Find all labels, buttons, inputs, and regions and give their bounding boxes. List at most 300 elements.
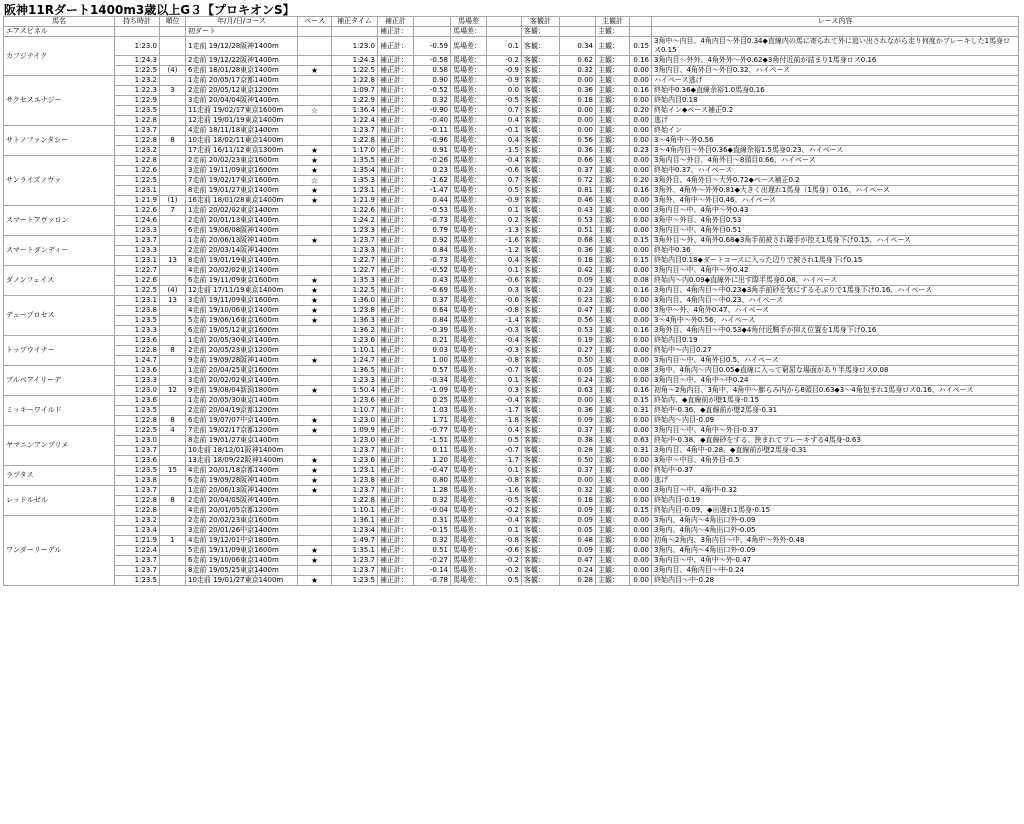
subjective-label: 主観： [596,576,630,586]
adjusted-value: 0.21 [414,336,451,346]
pace-mark: ★ [298,186,332,196]
adjusted-time-cell: 1:50.4 [332,386,378,396]
date-course-cell [186,37,298,56]
adjusted-label: 補正計： [378,426,414,436]
subjective-label: 主観： [596,536,630,546]
subjective-value: 0.31 [630,406,652,416]
header-horse: 馬名 [4,17,115,27]
adjusted-value: -0.69 [414,286,451,296]
adjusted-value: 0.51 [414,546,451,556]
race-date-course: 19/01/19東京1400m [208,256,279,264]
adjusted-label: 補正計： [378,336,414,346]
race-number: 4走前 [188,266,207,274]
subjective-label: 主観： [596,526,630,536]
pace-mark [298,216,332,226]
subjective-value: 0.00 [630,266,652,276]
adjusted-value: -0.27 [414,556,451,566]
track-label: 馬場差： [451,416,487,426]
time-cell: 1:23.4 [115,526,160,536]
table-row [4,37,1019,56]
subjective-value: 0.00 [630,166,652,176]
objective-value: 0.27 [560,346,596,356]
date-course-cell [186,576,298,586]
rank-cell: 8 [160,496,186,506]
adjusted-time-cell: 1:23.3 [332,226,378,236]
track-value: -0.9 [487,66,522,76]
subjective-label: 主観： [596,76,630,86]
track-label: 馬場差： [451,466,487,476]
track-value: 0.2 [487,216,522,226]
table-row [4,396,1019,406]
rank-cell: 1 [160,536,186,546]
table-row [4,176,1019,186]
adjusted-value: -0.14 [414,566,451,576]
race-number: 6走前 [188,66,207,74]
objective-label: 客観： [522,416,560,426]
subjective-label: 主観： [596,276,630,286]
rank-cell [160,276,186,286]
horse-name: デュープロセス [4,296,115,336]
objective-label: 客観： [522,346,560,356]
race-note: 終始内目0.18◆ダートコースに入った辺りで被され1馬身下げ0.15 [652,256,1019,266]
adjusted-value: -0.90 [414,106,451,116]
adjusted-value: 1.03 [414,406,451,416]
track-value: -0.5 [487,96,522,106]
time-cell: 1:21.9 [115,536,160,546]
objective-value: 0.00 [560,476,596,486]
adjusted-label: 補正計： [378,536,414,546]
rank-cell [160,56,186,66]
track-value: -1.4 [487,316,522,326]
subjective-label: 主観： [596,37,630,56]
table-row [4,576,1019,586]
objective-label: 客観： [522,186,560,196]
race-date-course: 19/09/28阪神1400m [208,476,279,484]
track-value: -1.6 [487,486,522,496]
table-row [4,376,1019,386]
pace-mark [298,96,332,106]
rank-cell: 8 [160,346,186,356]
adjusted-time-cell: 1:23.5 [332,576,378,586]
header-pace: ペース [298,17,332,27]
table-row [4,196,1019,206]
adjusted-value: 0.92 [414,236,451,246]
adjusted-label: 補正計： [378,126,414,136]
table-row [4,276,1019,286]
adjusted-label: 補正計： [378,496,414,506]
subjective-label: 主観： [596,426,630,436]
rank-cell [160,146,186,156]
race-date-course: 20/01/05京都1200m [208,506,279,514]
race-number: 4走前 [188,306,207,314]
race-number: 1走前 [188,41,207,50]
subjective-label: 主観： [596,336,630,346]
track-label: 馬場差： [451,476,487,486]
adjusted-label: 補正計： [378,206,414,216]
adjusted-label: 補正計： [378,86,414,96]
track-value: 0.3 [487,286,522,296]
race-number: 2走前 [188,496,207,504]
adjusted-time-cell: 1:23.3 [332,376,378,386]
objective-value: 0.09 [560,416,596,426]
race-number: 8走前 [188,256,207,264]
subjective-label: 主観： [596,386,630,396]
objective-value: 0.53 [560,326,596,336]
race-note: 初角～2角内目、3角中、4角中～膨らみ内から8頭目0.63◆3～4角包まれ1馬身ロス0.16、ハイペース [652,386,1019,396]
table-row [4,516,1019,526]
race-date-course: 20/05/30東京1400m [208,336,279,344]
adjusted-label: 補正計： [378,556,414,566]
adjusted-time-cell: 1:23.7 [332,126,378,136]
track-value: -0.8 [487,306,522,316]
race-date-course: 20/02/02東京1400m [208,206,279,214]
race-number: 6走前 [188,326,207,334]
objective-value: 0.00 [560,126,596,136]
race-number: 1走前 [188,366,207,374]
adjusted-label: 補正計： [378,446,414,456]
track-value: -0.8 [487,356,522,366]
objective-value: 0.36 [560,406,596,416]
track-label: 馬場差： [451,536,487,546]
adjusted-time-cell: 1:23.7 [332,566,378,576]
subjective-value: 0.00 [630,476,652,486]
track-value: -0.4 [487,396,522,406]
race-date-course: 19/01/27東京1400m [213,576,284,584]
race-date-course: 19/02/17東京1600m [208,176,279,184]
track-label: 馬場差： [451,276,487,286]
track-label: 馬場差： [451,106,487,116]
adjusted-value: 0.79 [414,226,451,236]
adjusted-label: 補正計： [378,436,414,446]
table-row [4,186,1019,196]
race-date-course: 19/01/27東京1400m [208,436,279,444]
race-note: 3角内目～外目、4角外目～8頭目0.66、ハイペース [652,156,1019,166]
race-note: 3角外、4角外～外外0.81◆大きく出遅れ1馬身（1馬身）0.16、ハイペース [652,186,1019,196]
subjective-label: 主観： [596,466,630,476]
track-value: 0.7 [487,176,522,186]
table-row [4,386,1019,396]
pace-mark [298,436,332,446]
time-cell: 1:22.5 [115,66,160,76]
pace-mark: ☆ [298,176,332,186]
subjective-label: 主観： [596,296,630,306]
adjusted-time-cell: 1:22.8 [332,136,378,146]
table-row [4,496,1019,506]
pace-mark [298,226,332,236]
objective-label: 客観： [522,176,560,186]
race-number: 13走前 [188,456,211,464]
table-row [4,306,1019,316]
subjective-value: 0.16 [630,386,652,396]
objective-value [560,27,596,37]
track-value: 0.1 [487,37,522,56]
objective-value: 0.36 [560,246,596,256]
pace-mark: ★ [298,546,332,556]
adjusted-label: 補正計： [378,376,414,386]
race-date-course: 18/09/22阪神1400m [213,456,284,464]
adjusted-time-cell: 1:22.6 [332,206,378,216]
subjective-label: 主観： [596,196,630,206]
date-course-cell [186,506,298,516]
subjective-value: 0.00 [630,536,652,546]
race-date-course: 19/01/19東京1400m [213,116,284,124]
subjective-label: 主観： [596,516,630,526]
objective-label: 客観： [522,296,560,306]
race-number: 4走前 [188,466,207,474]
table-row [4,366,1019,376]
track-value: 0.1 [487,526,522,536]
table-row [4,566,1019,576]
table-row [4,106,1019,116]
date-course-cell [186,86,298,96]
objective-value: 0.43 [560,206,596,216]
date-course-cell [186,76,298,86]
rank-cell [160,436,186,446]
pace-mark [298,506,332,516]
objective-label: 客観： [522,566,560,576]
adjusted-value: -0.39 [414,326,451,336]
subjective-value: 0.15 [630,236,652,246]
objective-value: 0.62 [560,56,596,66]
objective-label: 客観： [522,316,560,326]
subjective-value: 0.23 [630,146,652,156]
subjective-label: 主観： [596,66,630,76]
objective-label: 客観： [522,146,560,156]
race-date-course: 18/01/28東京1400m [208,66,279,74]
race-note: 3角内目～中、4角中～外目-0.37 [652,426,1019,436]
table-row [4,316,1019,326]
race-number: 17走前 [188,146,211,154]
race-note: 終始内目-0.19 [652,496,1019,506]
race-number: 3走前 [188,166,207,174]
adjusted-label: 補正計： [378,576,414,586]
track-value: -0.6 [487,166,522,176]
track-value: 0.1 [487,466,522,476]
table-row [4,236,1019,246]
objective-value: 0.05 [560,526,596,536]
header-row [4,17,1019,27]
subjective-value: 0.00 [630,96,652,106]
objective-value: 0.50 [560,356,596,366]
subjective-value: 0.20 [630,176,652,186]
rank-cell [160,486,186,496]
subjective-label: 主観： [596,346,630,356]
table-row [4,536,1019,546]
race-note: 3角内目、4角内目～中0.23◆3角手前砂を気にするそぶりで1馬身下げ0.16、ハイペース [652,286,1019,296]
race-note: 3角外目、4角内目～中0.53◆4角付近騎手が抑え位置を1馬身下げ0.16 [652,326,1019,336]
pace-mark [298,37,332,56]
adjusted-time-cell: 1:36.5 [332,366,378,376]
subjective-label: 主観： [596,186,630,196]
race-note: 終始中0.36◆直線余裕1.0馬身0.16 [652,86,1019,96]
pace-mark: ★ [298,416,332,426]
adjusted-time-cell: 1:23.7 [332,446,378,456]
adjusted-value: 0.58 [414,66,451,76]
track-value: -0.2 [487,56,522,66]
adjusted-time-cell [332,27,378,37]
table-row [4,506,1019,516]
objective-label: 客観： [522,466,560,476]
subjective-label: 主観： [596,506,630,516]
objective-value: 0.56 [560,316,596,326]
table-row [4,346,1019,356]
adjusted-label: 補正計： [378,466,414,476]
track-label: 馬場差： [451,296,487,306]
objective-label: 客観： [522,476,560,486]
time-cell: 1:23.3 [115,246,160,256]
objective-label: 客観： [522,546,560,556]
adjusted-time-cell: 1:09.7 [332,86,378,96]
race-date-course: 20/06/13阪神1400m [208,236,279,244]
adjusted-time-cell: 1:36.0 [332,296,378,306]
adjusted-time-cell: 1:36.4 [332,106,378,116]
race-date-course: 17/11/19東京1400m [213,286,284,294]
rank-cell [160,336,186,346]
race-note: 終始内～内目-0.09 [652,416,1019,426]
adjusted-time-cell: 1:09.9 [332,426,378,436]
race-note: 3～4角内目～外目0.36◆直線余裕1.5馬身0.23、ハイペース [652,146,1019,156]
track-value: -1.2 [487,246,522,256]
adjusted-time-cell: 1:23.8 [332,306,378,316]
race-number: 7走前 [188,176,207,184]
date-course-cell [186,516,298,526]
adjusted-label: 補正計： [378,386,414,396]
adjusted-label: 補正計： [378,516,414,526]
table-row [4,456,1019,466]
subjective-value: 0.16 [630,326,652,336]
race-number: 4走前 [188,536,207,544]
track-label: 馬場差： [451,506,487,516]
race-date-course: 19/06/08阪神1400m [208,226,279,234]
track-label: 馬場差： [451,386,487,396]
objective-value: 0.00 [560,106,596,116]
subjective-value: 0.00 [630,116,652,126]
adjusted-label: 補正計： [378,506,414,516]
table-row [4,56,1019,66]
track-value: -0.9 [487,76,522,86]
table-row [4,216,1019,226]
adjusted-label: 補正計： [378,326,414,336]
adjusted-label: 補正計： [378,356,414,366]
track-label: 馬場差： [451,326,487,336]
objective-label: 客観： [522,406,560,416]
race-date-course: 19/10/06東京1400m [208,306,279,314]
date-course-cell [186,296,298,306]
header-date-course: 年/月/日/コース [186,17,298,27]
date-course-cell [186,366,298,376]
time-cell: 1:22.4 [115,546,160,556]
objective-label: 客観： [522,136,560,146]
adjusted-value: 1.20 [414,456,451,466]
rank-cell: 13 [160,296,186,306]
time-cell: 1:23.6 [115,336,160,346]
track-label: 馬場差： [451,86,487,96]
rank-cell [160,37,186,56]
horse-name: ダノンフェイス [4,266,115,296]
time-cell: 1:23.0 [115,386,160,396]
time-cell: 1:22.8 [115,116,160,126]
date-course-cell [186,166,298,176]
track-value: 0.0 [487,86,522,96]
date-course-cell [186,336,298,346]
race-note: 終始中-0.38、◆直線砂をする、挟まれてブレーキする4馬身-0.63 [652,436,1019,446]
race-number: 4走前 [188,126,207,134]
rank-cell [160,266,186,276]
adjusted-time-cell: 1:10.7 [332,406,378,416]
track-label: 馬場差： [451,526,487,536]
subjective-value: 0.00 [630,496,652,506]
track-value: 0.1 [487,206,522,216]
pace-mark: ★ [298,476,332,486]
race-date-course: 18/02/11東京1400m [213,136,284,144]
objective-label: 客観： [522,486,560,496]
objective-label: 客観： [522,376,560,386]
adjusted-time-cell: 1:23.0 [332,436,378,446]
track-value: -0.4 [487,156,522,166]
track-value: -0.4 [487,336,522,346]
race-date-course: 19/02/17京都1200m [208,426,279,434]
objective-value: 0.53 [560,216,596,226]
race-date-course: 19/11/09東京1600m [208,276,279,284]
subjective-label: 主観： [596,56,630,66]
adjusted-label: 補正計： [378,136,414,146]
track-label: 馬場差： [451,126,487,136]
adjusted-time-cell: 1:22.7 [332,256,378,266]
race-number: 5走前 [188,546,207,554]
pace-mark [298,376,332,386]
race-date-course: 20/05/12東京1200m [208,86,279,94]
time-cell: 1:23.7 [115,556,160,566]
race-number: 2走前 [188,56,207,64]
adjusted-time-cell: 1:23.7 [332,236,378,246]
adjusted-value: -0.53 [414,206,451,216]
adjusted-value: -0.40 [414,116,451,126]
adjusted-label: 補正計： [378,396,414,406]
subjective-value: 0.00 [630,486,652,496]
adjusted-value: 0.32 [414,496,451,506]
time-cell: 1:22.6 [115,276,160,286]
objective-value: 0.72 [560,176,596,186]
pace-mark [298,396,332,406]
track-value: -0.9 [487,196,522,206]
date-course-cell [186,66,298,76]
objective-label: 客観： [522,456,560,466]
adjusted-value: 0.31 [414,516,451,526]
track-value: -0.4 [487,516,522,526]
objective-label: 客観： [522,306,560,316]
time-cell: 1:23.2 [115,76,160,86]
track-label: 馬場差： [451,196,487,206]
adjusted-value: 0.44 [414,196,451,206]
rank-cell [160,556,186,566]
objective-value: 0.18 [560,96,596,106]
time-cell: 1:23.2 [115,516,160,526]
race-number: 1走前 [188,76,207,84]
adjusted-label: 補正計： [378,306,414,316]
objective-value: 0.36 [560,146,596,156]
adjusted-time-cell: 1:36.3 [332,316,378,326]
rank-cell [160,176,186,186]
adjusted-label: 補正計： [378,27,414,37]
race-number: 7走前 [188,426,207,434]
subjective-value: 0.00 [630,126,652,136]
objective-value: 0.23 [560,286,596,296]
table-row [4,96,1019,106]
objective-label: 客観： [522,396,560,406]
subjective-label: 主観： [596,126,630,136]
horse-name: ミッキーワイルド [4,396,115,426]
time-cell: 1:23.5 [115,466,160,476]
